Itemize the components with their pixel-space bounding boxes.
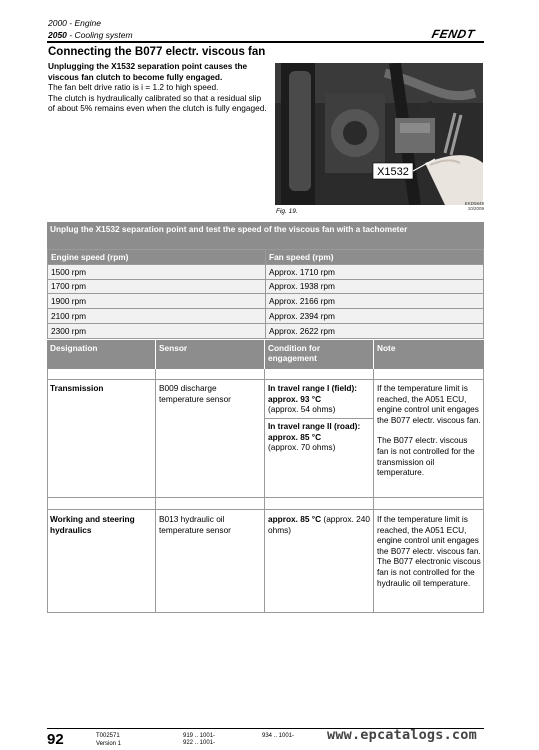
fan-speed-cell: Approx. 2622 rpm bbox=[266, 323, 484, 338]
engine-speed-cell: 1900 rpm bbox=[48, 294, 266, 309]
watermark: www.epcatalogs.com bbox=[327, 727, 477, 743]
figure-label: X1532 bbox=[377, 166, 409, 178]
transmission-sensor: B009 discharge temperature sensor bbox=[159, 383, 231, 404]
fan-speed-cell: Approx. 2394 rpm bbox=[266, 309, 484, 324]
doc-version: Version 1 bbox=[96, 741, 122, 747]
table-row bbox=[48, 294, 484, 309]
speed-table bbox=[47, 249, 484, 339]
table-row bbox=[48, 264, 484, 279]
serial-range-1: 919 .. 1001- bbox=[183, 733, 216, 739]
section-number: 2050 bbox=[48, 30, 67, 40]
chapter-header: 2000 - Engine bbox=[48, 18, 101, 28]
engine-speed-cell: 2100 rpm bbox=[48, 309, 266, 324]
field-range-temp: In travel range I (field): approx. 93 °C bbox=[268, 383, 357, 404]
table-row bbox=[48, 323, 484, 338]
table-row bbox=[48, 309, 484, 324]
transmission-note-engage: If the temperature limit is reached, the A051 ECU, engine control unit engages the B077 electr. viscous fan. bbox=[377, 383, 481, 425]
intro-bold: Unplugging the X1532 separation point causes the viscous fan clutch to become fully engaged. bbox=[48, 61, 248, 82]
engine-speed-cell: 2300 rpm bbox=[48, 323, 266, 338]
fan-speed-header: Fan speed (rpm) bbox=[266, 250, 484, 265]
note-header: Note bbox=[374, 340, 484, 369]
serial-range-3: 934 .. 1001- bbox=[262, 733, 295, 739]
section-title: - Cooling system bbox=[66, 30, 133, 40]
hydraulics-condition bbox=[265, 514, 373, 535]
intro-text bbox=[48, 61, 270, 114]
transmission-condition-field bbox=[265, 383, 373, 415]
transmission-designation bbox=[47, 383, 155, 394]
road-range-temp: In travel range II (road): approx. 85 °C bbox=[268, 421, 361, 442]
fan-speed-cell: Approx. 2166 rpm bbox=[266, 294, 484, 309]
hydraulics-sensor: B013 hydraulic oil temperature sensor bbox=[159, 514, 231, 535]
test-instruction-band: Unplug the X1532 separation point and test the speed of the viscous fan with a tachometer bbox=[47, 222, 484, 249]
table-row bbox=[48, 279, 484, 294]
intro-drive-ratio: The fan belt drive ratio is i = 1.2 to high speed. bbox=[48, 82, 219, 93]
sensor-header: Sensor bbox=[156, 340, 264, 369]
engine-speed-header: Engine speed (rpm) bbox=[48, 250, 266, 265]
hydraulics-note-control: The B077 electronic viscous fan is not controlled for the hydraulic oil temperature. bbox=[377, 556, 481, 588]
intro-clutch-slip: The clutch is hydraulically calibrated so that a residual slip of about 5% remains even when the clutch is fully engaged. bbox=[48, 92, 267, 114]
transmission-note bbox=[374, 383, 484, 478]
engine-photo-illustration bbox=[275, 63, 483, 205]
hydraulics-note bbox=[374, 514, 484, 588]
hydraulics-designation-text: Working and steering hydraulics bbox=[50, 514, 135, 535]
designation-header: Designation bbox=[47, 340, 155, 369]
road-range-ohms: (approx. 70 ohms) bbox=[268, 442, 336, 453]
hydraulics-ohms: (approx. 240 ohms) bbox=[268, 514, 371, 535]
header-rule bbox=[47, 41, 484, 43]
hydraulics-designation bbox=[47, 514, 155, 535]
condition-header: Condition for engagement bbox=[265, 340, 373, 369]
serial-range-2: 922 .. 1001- bbox=[183, 740, 216, 746]
page-number: 92 bbox=[47, 731, 64, 748]
field-range-ohms: (approx. 54 ohms) bbox=[268, 404, 336, 415]
doc-number: T002571 bbox=[96, 733, 120, 739]
transmission-note-control: The B077 electr. viscous fan is not controlled for the transmission oil temperature. bbox=[377, 435, 475, 478]
hydraulics-temp: approx. 85 °C bbox=[268, 514, 322, 524]
speed-table-header bbox=[48, 250, 484, 265]
figure-code bbox=[448, 201, 484, 211]
page-title: Connecting the B077 electr. viscous fan bbox=[48, 46, 266, 58]
fan-speed-cell: Approx. 1938 rpm bbox=[266, 279, 484, 294]
transmission-condition-road bbox=[265, 421, 373, 453]
hydraulics-note-engage: If the temperature limit is reached, the A051 ECU, engine control unit engages the B077 electr. viscous fan. bbox=[377, 514, 481, 556]
brand-logo: FENDT bbox=[430, 27, 476, 41]
engine-photo bbox=[275, 63, 483, 205]
transmission-designation-text: Transmission bbox=[50, 383, 104, 393]
section-header bbox=[48, 30, 133, 40]
figure-caption: Fig. 19. bbox=[276, 208, 298, 215]
figure-code-date: 10/2009 bbox=[467, 206, 484, 211]
figure-code-id: EKD5849 bbox=[464, 201, 484, 206]
engine-speed-cell: 1700 rpm bbox=[48, 279, 266, 294]
engine-speed-cell: 1500 rpm bbox=[48, 264, 266, 279]
fan-speed-cell: Approx. 1710 rpm bbox=[266, 264, 484, 279]
engagement-table bbox=[47, 340, 484, 613]
